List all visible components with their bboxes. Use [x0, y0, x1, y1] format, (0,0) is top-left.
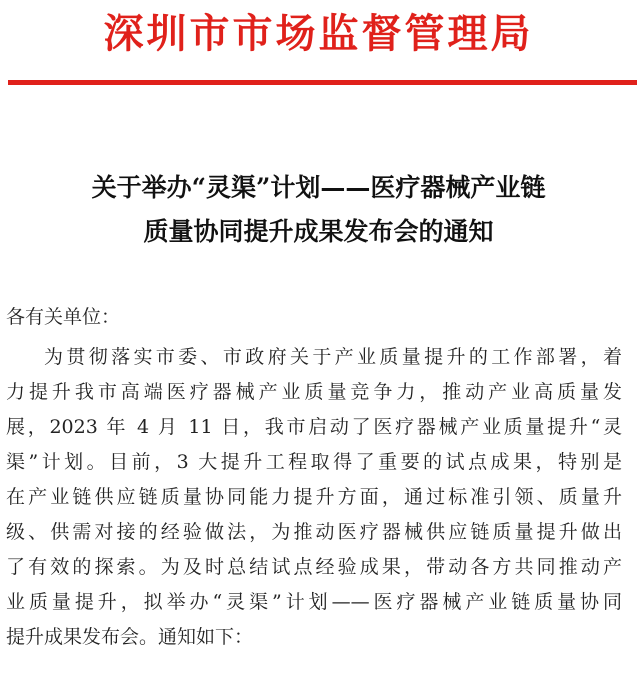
body-line: 力提升我市高端医疗器械产业质量竞争力，推动产业高质量发 [6, 381, 622, 403]
body-line: 为贯彻落实市委、市政府关于产业质量提升的工作部署，着 [44, 346, 622, 368]
salutation: 各有关单位： [6, 306, 121, 328]
red-divider-line [8, 80, 637, 85]
body-line: 了有效的探索。为及时总结试点经验成果，带动各方共同推动产 [6, 556, 622, 578]
agency-name-header: 深圳市市场监督管理局 [103, 10, 534, 57]
notice-title-line: 关于举办“灵渠”计划——医疗器械产业链 [91, 173, 546, 202]
notice-title [0, 166, 637, 254]
body-line: 业质量提升，拟举办“灵渠”计划——医疗器械产业链质量协同 [6, 591, 622, 613]
body-line: 在产业链供应链质量协同能力提升方面，通过标准引领、质量升 [6, 486, 622, 508]
notice-title-line: 质量协同提升成果发布会的通知 [143, 217, 494, 246]
notice-body [6, 340, 622, 655]
body-line: 提升成果发布会。通知如下： [6, 626, 254, 648]
body-line: 展，2023 年 4 月 11 日，我市启动了医疗器械产业质量提升“灵 [6, 416, 622, 438]
body-line: 渠”计划。目前，3 大提升工程取得了重要的试点成果，特别是 [6, 451, 622, 473]
body-line: 级、供需对接的经验做法，为推动医疗器械供应链质量提升做出 [6, 521, 622, 543]
